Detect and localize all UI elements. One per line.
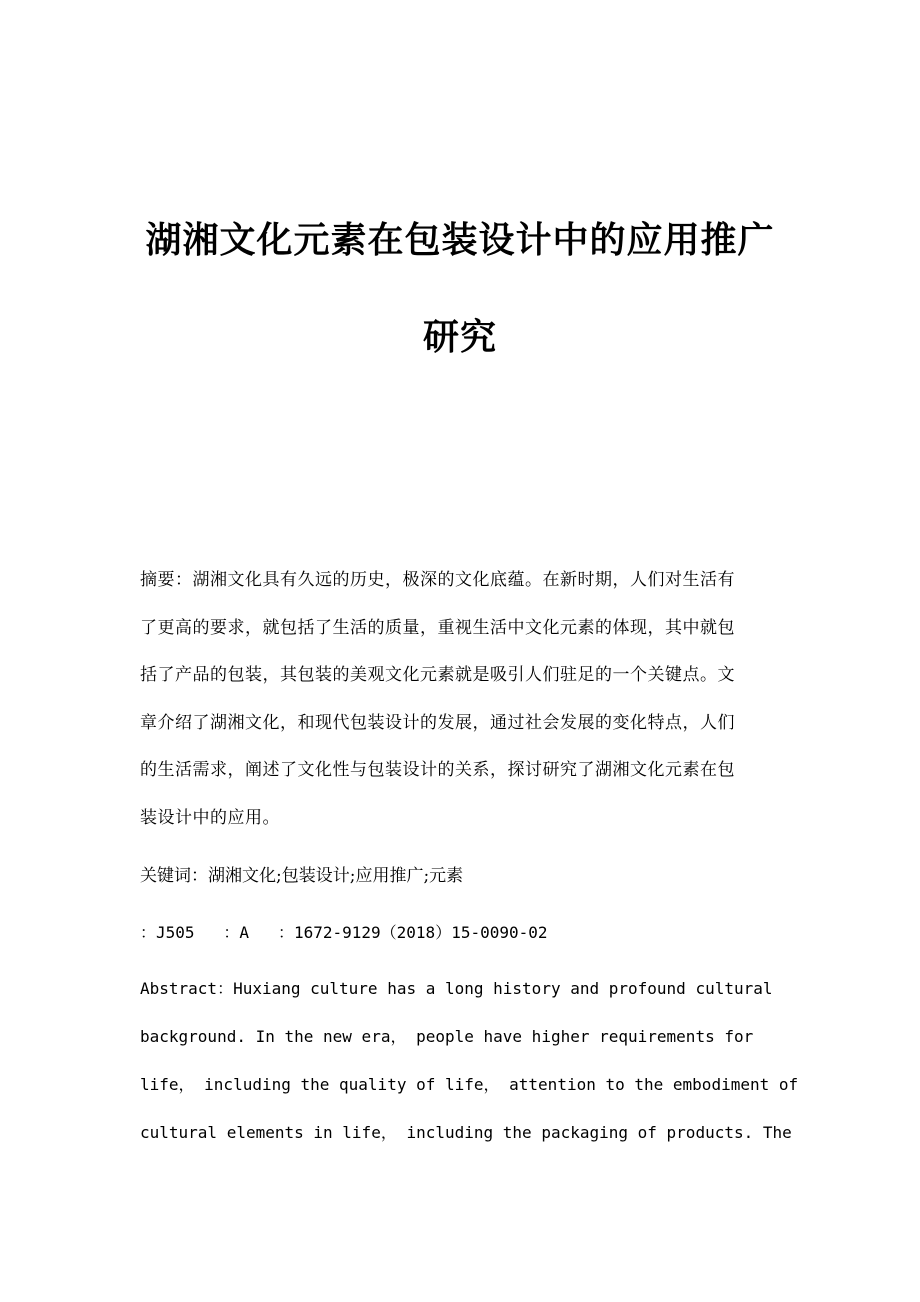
abstract-en-line: background. In the new era， people have higher requirements for — [140, 1027, 754, 1046]
chinese-abstract — [140, 565, 785, 850]
abstract-zh-line: 了更高的要求，就包括了生活的质量，重视生活中文化元素的体现，其中就包 — [140, 617, 735, 638]
abstract-zh-line: 摘要：湖湘文化具有久远的历史，极深的文化底蕴。在新时期，人们对生活有 — [140, 570, 735, 590]
keywords: 关键词：湖湘文化;包装设计;应用推广;元素 — [140, 866, 464, 886]
abstract-zh-line: 装设计中的应用。 — [140, 807, 280, 828]
abstract-en-line: Abstract：Huxiang culture has a long history and profound cultural — [140, 979, 773, 998]
classification-codes: ：J505 ：A ：1672-9129（2018）15-0090-02 — [140, 923, 548, 942]
abstract-zh-line: 的生活需求，阐述了文化性与包装设计的关系，探讨研究了湖湘文化元素在包 — [140, 760, 735, 780]
abstract-en-line: life， including the quality of life， attention to the embodiment of — [140, 1075, 799, 1094]
abstract-zh-line: 括了产品的包装，其包装的美观文化元素就是吸引人们驻足的一个关键点。文 — [140, 665, 735, 685]
paper-title-line-1: 湖湘文化元素在包装设计中的应用推广 — [145, 219, 775, 261]
paper-title-line-2: 研究 — [422, 316, 497, 358]
abstract-zh-line: 章介绍了湖湘文化，和现代包装设计的发展，通过社会发展的变化特点，人们 — [140, 712, 735, 733]
english-abstract — [140, 974, 799, 1166]
abstract-en-line: cultural elements in life， including the packaging of products. The — [140, 1123, 792, 1142]
